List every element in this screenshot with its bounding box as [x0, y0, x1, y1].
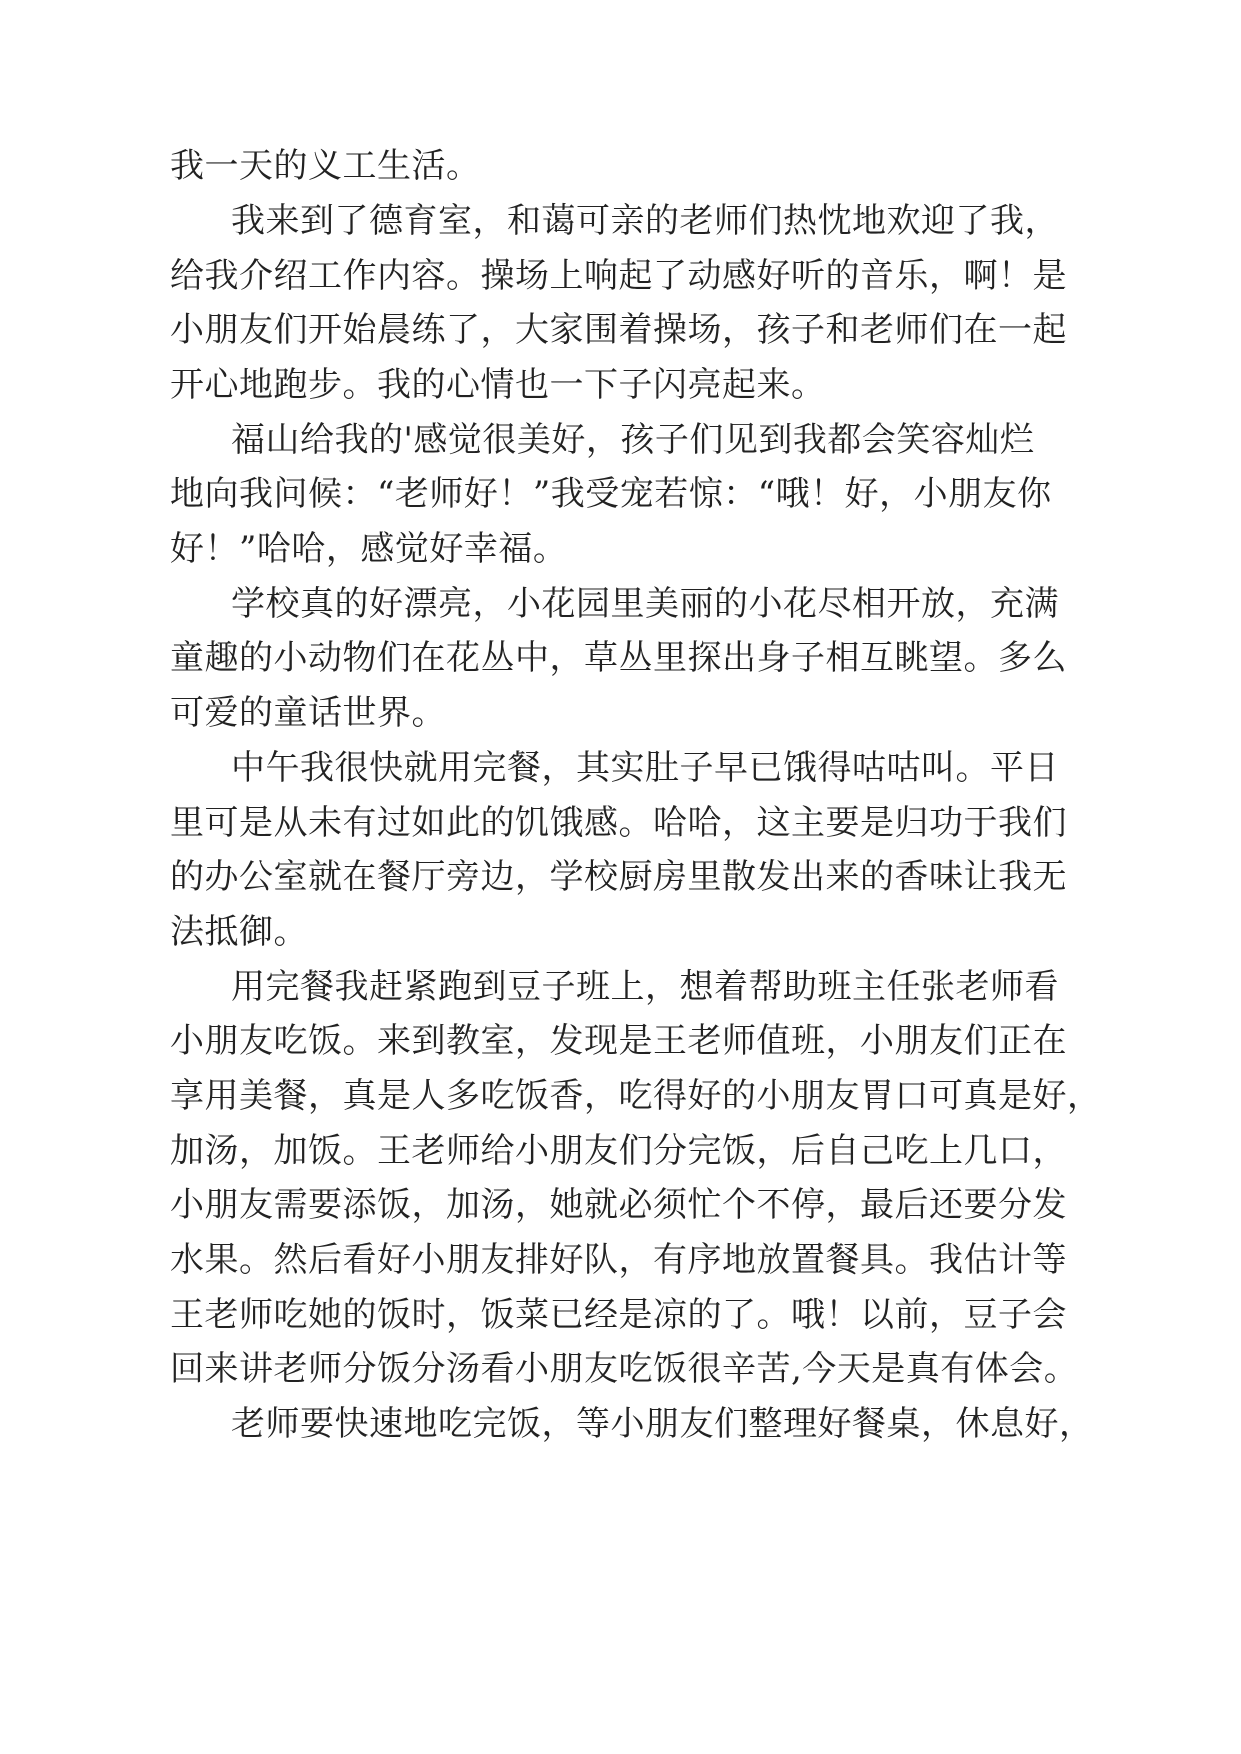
text-line: 童趣的小动物们在花丛中，草丛里探出身子相互眺望。多么 — [170, 638, 1067, 678]
text-line: 我来到了德育室，和蔼可亲的老师们热忱地欢迎了我， — [231, 201, 1059, 241]
text-line: 水果。然后看好小朋友排好队，有序地放置餐具。我估计等 — [170, 1240, 1067, 1280]
text-line: 地向我问候：“老师好！”我受宠若惊：“哦！好，小朋友你 — [170, 474, 1052, 514]
text-line: 回来讲老师分饭分汤看小朋友吃饭很辛苦,今天是真有体会。 — [170, 1349, 1079, 1389]
text-line: 用完餐我赶紧跑到豆子班上，想着帮助班主任张老师看 — [231, 967, 1059, 1007]
text-line: 享用美餐，真是人多吃饭香，吃得好的小朋友胃口可真是好， — [170, 1076, 1102, 1116]
text-line: 的办公室就在餐厅旁边，学校厨房里散发出来的香味让我无 — [170, 857, 1067, 897]
text-line: 福山给我的'感觉很美好，孩子们见到我都会笑容灿烂 — [231, 420, 1035, 460]
text-line: 给我介绍工作内容。操场上响起了动感好听的音乐，啊！是 — [170, 256, 1067, 296]
text-line: 好！”哈哈，感觉好幸福。 — [170, 529, 568, 569]
text-line: 小朋友需要添饭，加汤，她就必须忙个不停，最后还要分发 — [170, 1185, 1067, 1225]
text-line: 里可是从未有过如此的饥饿感。哈哈，这主要是归功于我们 — [170, 803, 1067, 843]
text-line: 老师要快速地吃完饭，等小朋友们整理好餐桌，休息好， — [231, 1404, 1094, 1444]
text-line: 王老师吃她的饭时，饭菜已经是凉的了。哦！以前，豆子会 — [170, 1295, 1067, 1335]
text-line: 学校真的好漂亮，小花园里美丽的小花尽相开放，充满 — [231, 584, 1059, 624]
text-line: 加汤，加饭。王老师给小朋友们分完饭，后自己吃上几口， — [170, 1131, 1067, 1171]
text-line: 小朋友们开始晨练了，大家围着操场，孩子和老师们在一起 — [170, 310, 1067, 350]
text-line: 中午我很快就用完餐，其实肚子早已饿得咕咕叫。平日 — [231, 748, 1059, 788]
text-line: 法抵御。 — [170, 912, 308, 952]
text-line: 我一天的义工生活。 — [170, 146, 481, 186]
text-line: 小朋友吃饭。来到教室，发现是王老师值班，小朋友们正在 — [170, 1021, 1067, 1061]
text-line: 可爱的童话世界。 — [170, 693, 446, 733]
text-line: 开心地跑步。我的心情也一下子闪亮起来。 — [170, 365, 826, 405]
